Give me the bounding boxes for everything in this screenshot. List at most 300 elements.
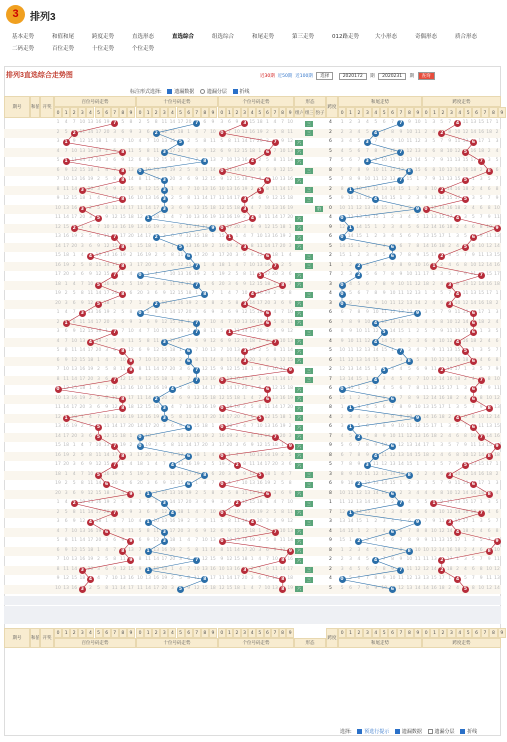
- missing-value: 11: [462, 291, 470, 296]
- missing-value: 2: [422, 130, 430, 135]
- missing-value: 15: [111, 434, 119, 439]
- missing-value: 9: [218, 177, 226, 182]
- footer-header-digit: 9: [127, 628, 135, 638]
- missing-value: 7: [397, 253, 405, 258]
- missing-value: 17: [233, 196, 241, 201]
- nav-link-0-8[interactable]: 012路走势: [332, 32, 359, 40]
- missing-value: 13: [397, 453, 405, 458]
- missing-value: 9: [380, 291, 388, 296]
- hit-ball: 7: [272, 263, 279, 270]
- missing-value: 5: [144, 500, 152, 505]
- missing-value: 8: [168, 253, 176, 258]
- missing-value: 16: [430, 244, 438, 249]
- missing-value: 16: [286, 177, 294, 182]
- missing-value: 4: [177, 377, 185, 382]
- footer-header-digit: 9: [209, 628, 217, 638]
- missing-value: 19: [70, 424, 78, 429]
- missing-value: 17: [462, 519, 470, 524]
- missing-value: 11: [54, 405, 62, 410]
- missing-value: 1: [430, 272, 438, 277]
- missing-value: 16: [119, 225, 127, 230]
- missing-value: 1: [454, 386, 462, 391]
- checkbox-missing[interactable]: [167, 89, 172, 94]
- nav-link-0-2[interactable]: 跨度走势: [92, 32, 114, 40]
- missing-value: 1: [446, 405, 454, 410]
- missing-value: 5: [405, 367, 413, 372]
- checkbox-missing-footer[interactable]: [395, 729, 400, 734]
- missing-value: 18: [78, 196, 86, 201]
- nav-link-0-11[interactable]: 质合形态: [455, 32, 477, 40]
- missing-value: 13: [454, 158, 462, 163]
- missing-value: 18: [95, 329, 103, 334]
- missing-value: 15: [209, 557, 217, 562]
- missing-value: 10: [405, 557, 413, 562]
- missing-value: 11: [271, 567, 279, 572]
- missing-value: 7: [201, 510, 209, 515]
- missing-value: 11: [446, 158, 454, 163]
- missing-value: 11: [209, 519, 217, 524]
- missing-value: 2: [248, 187, 256, 192]
- missing-value: 12: [414, 567, 422, 572]
- missing-value: 2: [168, 196, 176, 201]
- missing-value: 13: [136, 225, 144, 230]
- missing-value: 2: [193, 301, 201, 306]
- missing-value: 20: [256, 329, 264, 334]
- missing-value: 2: [438, 434, 446, 439]
- missing-value: 1: [405, 329, 413, 334]
- missing-value: 8: [152, 500, 160, 505]
- shape-badge: 三: [305, 254, 313, 260]
- missing-value: 16: [111, 253, 119, 258]
- checkbox-layer-footer[interactable]: [428, 729, 433, 734]
- missing-value: 8: [355, 453, 363, 458]
- missing-value: 14: [430, 396, 438, 401]
- missing-value: 2: [454, 225, 462, 230]
- missing-value: 9: [78, 301, 86, 306]
- missing-value: 9: [363, 310, 371, 315]
- missing-value: 4: [233, 453, 241, 458]
- missing-value: 20: [241, 386, 249, 391]
- missing-value: 2: [70, 263, 78, 268]
- missing-value: 7: [185, 567, 193, 572]
- option-layer-footer: 遗漏分层: [435, 729, 455, 735]
- missing-value: 15: [70, 576, 78, 581]
- missing-value: 3: [346, 272, 354, 277]
- missing-value: 1: [248, 177, 256, 182]
- missing-value: 9: [388, 567, 396, 572]
- page-title: 排列3: [30, 8, 56, 23]
- missing-value: 9: [405, 120, 413, 125]
- missing-value: 15: [209, 177, 217, 182]
- start-period-input[interactable]: 2020172: [339, 73, 367, 80]
- missing-value: 16: [233, 187, 241, 192]
- missing-value: 11: [363, 472, 371, 477]
- missing-value: 18: [54, 472, 62, 477]
- missing-value: 13: [160, 139, 168, 144]
- missing-value: 3: [485, 329, 493, 334]
- missing-value: 2: [177, 168, 185, 173]
- missing-value: 17: [95, 320, 103, 325]
- missing-value: 15: [414, 453, 422, 458]
- missing-value: 16: [248, 130, 256, 135]
- missing-value: 3: [363, 538, 371, 543]
- missing-value: 4: [103, 168, 111, 173]
- missing-value: 4: [380, 529, 388, 534]
- missing-value: 19: [144, 443, 152, 448]
- missing-value: 10: [446, 149, 454, 154]
- missing-value: 6: [454, 434, 462, 439]
- missing-value: 13: [241, 510, 249, 515]
- hit-ball: 4: [249, 519, 256, 526]
- missing-value: 18: [218, 263, 226, 268]
- hit-ball: 5: [257, 272, 264, 279]
- missing-value: 13: [388, 177, 396, 182]
- missing-value: 13: [144, 196, 152, 201]
- missing-value: 10: [430, 358, 438, 363]
- span-value: 1: [329, 500, 338, 505]
- missing-value: 15: [397, 329, 405, 334]
- missing-value: 1: [363, 234, 371, 239]
- missing-value: 1: [62, 472, 70, 477]
- nav-link-0-5[interactable]: 组选综合: [212, 32, 234, 40]
- missing-value: 18: [446, 225, 454, 230]
- missing-value: 3: [168, 206, 176, 211]
- missing-value: 14: [430, 225, 438, 230]
- missing-value: 8: [62, 538, 70, 543]
- missing-value: 6: [144, 320, 152, 325]
- recent-30-link[interactable]: 近30期: [260, 74, 275, 79]
- missing-value: 4: [397, 367, 405, 372]
- radio-layer[interactable]: [200, 89, 205, 94]
- missing-value: 10: [286, 310, 294, 315]
- missing-value: 14: [103, 453, 111, 458]
- missing-value: 5: [446, 272, 454, 277]
- missing-value: 20: [279, 434, 287, 439]
- missing-value: 8: [454, 282, 462, 287]
- footer-header-digit: 0: [136, 628, 144, 638]
- missing-value: 5: [462, 405, 470, 410]
- missing-value: 11: [218, 386, 226, 391]
- missing-value: 4: [346, 282, 354, 287]
- hit-ball: 4: [169, 510, 176, 517]
- missing-value: 12: [86, 301, 94, 306]
- missing-value: 6: [380, 263, 388, 268]
- missing-value: 10: [355, 187, 363, 192]
- missing-value: 2: [103, 339, 111, 344]
- missing-value: 15: [430, 576, 438, 581]
- missing-value: 11: [405, 139, 413, 144]
- pred-row[interactable]: [4, 615, 501, 624]
- missing-value: 4: [103, 548, 111, 553]
- missing-value: 6: [209, 472, 217, 477]
- missing-value: 20: [95, 538, 103, 543]
- missing-value: 5: [485, 348, 493, 353]
- missing-value: 3: [469, 538, 477, 543]
- hit-ball: 3: [79, 567, 86, 574]
- missing-value: 17: [177, 500, 185, 505]
- missing-value: 1: [493, 462, 501, 467]
- missing-value: 8: [286, 481, 294, 486]
- missing-value: 15: [78, 168, 86, 173]
- missing-value: 17: [264, 462, 272, 467]
- missing-value: 13: [388, 462, 396, 467]
- missing-value: 10: [127, 519, 135, 524]
- missing-value: 7: [248, 234, 256, 239]
- missing-value: 10: [454, 301, 462, 306]
- checkbox-line[interactable]: [233, 89, 238, 94]
- trend-nav: [0, 30, 507, 56]
- span-value: 4: [329, 415, 338, 420]
- missing-value: 10: [264, 586, 272, 591]
- sum-tail-ball: 6: [389, 529, 396, 536]
- missing-value: 8: [127, 120, 135, 125]
- missing-value: 12: [233, 529, 241, 534]
- missing-value: 9: [477, 405, 485, 410]
- missing-value: 6: [144, 510, 152, 515]
- missing-value: 17: [279, 405, 287, 410]
- missing-value: 2: [422, 472, 430, 477]
- nav-link-0-1[interactable]: 和值和尾: [52, 32, 74, 40]
- missing-value: 19: [168, 168, 176, 173]
- missing-value: 10: [152, 519, 160, 524]
- missing-value: 9: [380, 149, 388, 154]
- missing-value: 17: [422, 443, 430, 448]
- missing-value: 4: [372, 396, 380, 401]
- missing-value: 1: [372, 225, 380, 230]
- hit-ball: 7: [193, 120, 200, 127]
- missing-value: 15: [286, 168, 294, 173]
- missing-value: 1: [338, 405, 346, 410]
- missing-value: 3: [54, 139, 62, 144]
- missing-value: 13: [256, 263, 264, 268]
- nav-link-0-0[interactable]: 基本走势: [12, 32, 34, 40]
- recent-100-link[interactable]: 近100期: [295, 74, 313, 79]
- sum-tail-ball: 9: [414, 310, 421, 317]
- nav-link-1-2[interactable]: 十位走势: [92, 44, 114, 52]
- missing-value: 6: [201, 120, 209, 125]
- header-digit: 5: [177, 107, 185, 118]
- missing-value: 2: [218, 301, 226, 306]
- sum-tail-ball: 5: [381, 329, 388, 336]
- header-digit: 5: [380, 107, 388, 118]
- missing-value: 14: [233, 548, 241, 553]
- missing-value: 4: [469, 206, 477, 211]
- shape-badge: 六: [295, 273, 303, 279]
- hit-ball: 6: [185, 348, 192, 355]
- missing-value: 16: [241, 538, 249, 543]
- missing-value: 20: [86, 187, 94, 192]
- missing-value: 5: [372, 405, 380, 410]
- missing-value: 11: [256, 434, 264, 439]
- missing-value: 13: [430, 386, 438, 391]
- missing-value: 14: [493, 244, 501, 249]
- missing-value: 14: [241, 519, 249, 524]
- missing-value: 8: [462, 434, 470, 439]
- nav-link-0-6[interactable]: 和尾走势: [252, 32, 274, 40]
- missing-value: 20: [54, 491, 62, 496]
- missing-value: 7: [422, 519, 430, 524]
- missing-value: 4: [271, 120, 279, 125]
- missing-value: 8: [103, 396, 111, 401]
- header-digit: 4: [168, 107, 176, 118]
- missing-value: 19: [86, 557, 94, 562]
- missing-value: 6: [388, 538, 396, 543]
- nav-link-0-3[interactable]: 直选形态: [132, 32, 154, 40]
- nav-link-1-1[interactable]: 百位走势: [52, 44, 74, 52]
- missing-value: 17: [477, 139, 485, 144]
- missing-value: 13: [286, 339, 294, 344]
- missing-value: 20: [111, 291, 119, 296]
- display-options: [130, 88, 250, 95]
- missing-value: 15: [70, 386, 78, 391]
- missing-value: 11: [430, 538, 438, 543]
- missing-value: 1: [485, 139, 493, 144]
- missing-value: 10: [388, 434, 396, 439]
- shape-badge: 三: [305, 501, 313, 507]
- nav-link-1-3[interactable]: 个位走势: [132, 44, 154, 52]
- footer-header-digit: 3: [78, 628, 86, 638]
- query-button[interactable]: 查询: [418, 72, 435, 80]
- hit-ball: 4: [87, 253, 94, 260]
- header-digit: 7: [271, 107, 279, 118]
- missing-value: 12: [279, 548, 287, 553]
- nav-link-0-9[interactable]: 大小形态: [375, 32, 397, 40]
- missing-value: 1: [256, 339, 264, 344]
- missing-value: 19: [218, 272, 226, 277]
- sum-tail-ball: 6: [389, 443, 396, 450]
- missing-value: 18: [119, 434, 127, 439]
- missing-value: 2: [233, 244, 241, 249]
- missing-value: 2: [248, 377, 256, 382]
- missing-value: 9: [397, 130, 405, 135]
- missing-value: 2: [226, 272, 234, 277]
- pred-row[interactable]: [4, 606, 501, 615]
- missing-value: 5: [264, 158, 272, 163]
- missing-value: 16: [78, 557, 86, 562]
- nav-link-0-7[interactable]: 第三走势: [292, 32, 314, 40]
- missing-value: 8: [388, 557, 396, 562]
- missing-value: 15: [422, 253, 430, 258]
- hit-ball: 0: [137, 168, 144, 175]
- missing-value: 7: [346, 453, 354, 458]
- missing-value: 17: [152, 206, 160, 211]
- missing-value: 9: [485, 386, 493, 391]
- missing-value: 14: [168, 310, 176, 315]
- missing-value: 4: [241, 424, 249, 429]
- nav-link-0-4[interactable]: 直选综合: [172, 32, 194, 40]
- header-digit: 8: [489, 107, 497, 118]
- hit-ball: 1: [63, 415, 70, 422]
- missing-value: 18: [493, 282, 501, 287]
- missing-value: 20: [86, 567, 94, 572]
- missing-value: 4: [286, 253, 294, 258]
- missing-value: 17: [78, 377, 86, 382]
- missing-value: 11: [127, 529, 135, 534]
- header-digit: 6: [472, 107, 480, 118]
- sum-tail-ball: 8: [406, 548, 413, 555]
- missing-value: 6: [422, 339, 430, 344]
- missing-value: 3: [177, 177, 185, 182]
- missing-value: 12: [414, 424, 422, 429]
- missing-value: 4: [248, 396, 256, 401]
- missing-value: 8: [372, 149, 380, 154]
- missing-value: 1: [338, 263, 346, 268]
- missing-value: 10: [493, 548, 501, 553]
- missing-value: 10: [111, 196, 119, 201]
- missing-value: 9: [279, 329, 287, 334]
- missing-value: 19: [144, 253, 152, 258]
- missing-value: 1: [168, 567, 176, 572]
- missing-value: 17: [477, 310, 485, 315]
- span-ball: 6: [470, 310, 477, 317]
- missing-value: 11: [54, 215, 62, 220]
- period-select[interactable]: 选择: [316, 72, 333, 80]
- missing-value: 5: [338, 158, 346, 163]
- missing-value: 4: [152, 272, 160, 277]
- nav-link-1-0[interactable]: 二码走势: [12, 44, 34, 52]
- missing-value: 16: [226, 215, 234, 220]
- missing-value: 15: [256, 282, 264, 287]
- missing-value: 11: [422, 215, 430, 220]
- missing-value: 4: [454, 586, 462, 591]
- hit-ball: 9: [127, 367, 134, 374]
- missing-value: 16: [271, 424, 279, 429]
- missing-value: 7: [177, 405, 185, 410]
- hit-ball: 2: [71, 130, 78, 137]
- missing-value: 12: [346, 215, 354, 220]
- missing-value: 4: [469, 548, 477, 553]
- pred-row[interactable]: [4, 596, 501, 605]
- missing-value: 3: [185, 339, 193, 344]
- missing-value: 5: [201, 491, 209, 496]
- missing-value: 14: [380, 481, 388, 486]
- header-kdzs: 跨度走势: [422, 96, 501, 107]
- missing-value: 19: [119, 443, 127, 448]
- hit-ball: 7: [193, 557, 200, 564]
- missing-value: 4: [218, 320, 226, 325]
- missing-value: 16: [477, 472, 485, 477]
- missing-value: 12: [380, 462, 388, 467]
- end-period-input[interactable]: 2020231: [378, 73, 406, 80]
- checkbox-pred-hint[interactable]: [357, 729, 362, 734]
- missing-value: 12: [279, 168, 287, 173]
- missing-value: 5: [286, 453, 294, 458]
- missing-value: 11: [241, 491, 249, 496]
- missing-value: 6: [111, 158, 119, 163]
- hit-ball: 3: [161, 187, 168, 194]
- span-ball: 4: [454, 339, 461, 346]
- missing-value: 16: [430, 586, 438, 591]
- missing-value: 7: [264, 367, 272, 372]
- missing-value: 4: [248, 206, 256, 211]
- missing-value: 11: [438, 177, 446, 182]
- checkbox-line-footer[interactable]: [460, 729, 465, 734]
- shape-badge: 六: [295, 235, 303, 241]
- missing-value: 16: [209, 377, 217, 382]
- span-value: 1: [329, 263, 338, 268]
- missing-value: 7: [209, 291, 217, 296]
- nav-link-0-10[interactable]: 奇偶形态: [415, 32, 437, 40]
- recent-50-link[interactable]: 近50期: [278, 74, 293, 79]
- missing-value: 7: [279, 500, 287, 505]
- missing-value: 5: [438, 120, 446, 125]
- missing-value: 12: [493, 396, 501, 401]
- missing-value: 19: [241, 187, 249, 192]
- missing-value: 15: [119, 215, 127, 220]
- missing-value: 16: [279, 396, 287, 401]
- missing-value: 11: [405, 424, 413, 429]
- footer-header-digit: 1: [346, 628, 354, 638]
